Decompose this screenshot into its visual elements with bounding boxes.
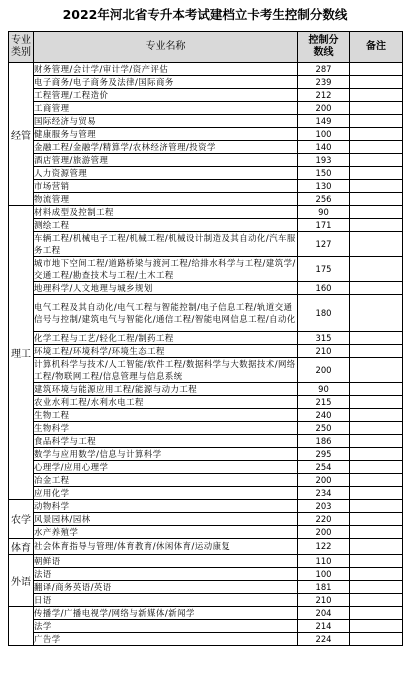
- score-cell: 220: [298, 512, 350, 525]
- table-row: [9, 619, 403, 632]
- table-row: [9, 219, 403, 232]
- score-cell: 210: [298, 344, 350, 357]
- major-cell: 冶金工程: [34, 473, 298, 486]
- score-cell: 200: [298, 525, 350, 538]
- major-cell: 朝鲜语: [34, 554, 298, 567]
- note-cell: [350, 619, 403, 632]
- score-cell: 256: [298, 193, 350, 206]
- score-cell: 181: [298, 580, 350, 593]
- score-cell: 100: [298, 128, 350, 141]
- table-row: [9, 180, 403, 193]
- table-row: [9, 232, 403, 257]
- category-cell: 体育: [9, 538, 34, 554]
- major-cell: 物流管理: [34, 193, 298, 206]
- major-cell: 材料成型及控制工程: [34, 206, 298, 219]
- note-cell: [350, 344, 403, 357]
- score-cell: 215: [298, 395, 350, 408]
- score-cell: 254: [298, 460, 350, 473]
- note-cell: [350, 180, 403, 193]
- header-category: 专业 类别: [9, 32, 34, 63]
- table-row: [9, 102, 403, 115]
- major-cell: 数学与应用数学/信息与计算科学: [34, 447, 298, 460]
- table-row: [9, 580, 403, 593]
- table-row: [9, 141, 403, 154]
- table-row: [9, 167, 403, 180]
- table-row: [9, 331, 403, 344]
- note-cell: [350, 486, 403, 499]
- table-row: [9, 257, 403, 282]
- table-row: [9, 567, 403, 580]
- note-cell: [350, 357, 403, 382]
- note-cell: [350, 567, 403, 580]
- table-row: [9, 193, 403, 206]
- major-cell: 法语: [34, 567, 298, 580]
- major-cell: 测绘工程: [34, 219, 298, 232]
- table-row: [9, 486, 403, 499]
- note-cell: [350, 473, 403, 486]
- major-cell: 水产养殖学: [34, 525, 298, 538]
- table-row: [9, 447, 403, 460]
- score-cell: 180: [298, 295, 350, 332]
- note-cell: [350, 115, 403, 128]
- major-cell: 酒店管理/旅游管理: [34, 154, 298, 167]
- score-cell: 100: [298, 567, 350, 580]
- note-cell: [350, 580, 403, 593]
- note-cell: [350, 606, 403, 619]
- table-row: [9, 63, 403, 76]
- table-row: [9, 408, 403, 421]
- score-cell: 239: [298, 76, 350, 89]
- category-cell: 经管: [9, 63, 34, 206]
- table-body: [9, 63, 403, 646]
- major-cell: 市场营销: [34, 180, 298, 193]
- table-row: [9, 115, 403, 128]
- major-cell: 社会体育指导与管理/体育教育/休闲体育/运动康复: [34, 538, 298, 554]
- note-cell: [350, 193, 403, 206]
- major-cell: 日语: [34, 593, 298, 606]
- major-cell: 健康服务与管理: [34, 128, 298, 141]
- table-row: [9, 295, 403, 332]
- major-cell: 国际经济与贸易: [34, 115, 298, 128]
- major-cell: 环境工程/环境科学/环境生态工程: [34, 344, 298, 357]
- category-cell: 理工: [9, 206, 34, 500]
- header-note: 备注: [350, 32, 403, 63]
- score-cell: 90: [298, 382, 350, 395]
- score-cell: 186: [298, 434, 350, 447]
- table-row: [9, 154, 403, 167]
- score-cell: 110: [298, 554, 350, 567]
- table-row: [9, 606, 403, 619]
- note-cell: [350, 206, 403, 219]
- major-cell: 电气工程及其自动化/电气工程与智能控制/电子信息工程/轨道交通信号与控制/建筑电气与智能化/通信工程/智能电网信息工程/自动化: [34, 295, 298, 332]
- note-cell: [350, 421, 403, 434]
- major-cell: 工程管理/工程造价: [34, 89, 298, 102]
- note-cell: [350, 632, 403, 645]
- note-cell: [350, 295, 403, 332]
- score-cell: 122: [298, 538, 350, 554]
- note-cell: [350, 525, 403, 538]
- table-row: [9, 434, 403, 447]
- table-row: [9, 128, 403, 141]
- note-cell: [350, 102, 403, 115]
- major-cell: 车辆工程/机械电子工程/机械工程/机械设计制造及其自动化/汽车服务工程: [34, 233, 296, 255]
- score-cell: 160: [298, 282, 350, 295]
- major-cell: 财务管理/会计学/审计学/资产评估: [34, 63, 298, 76]
- score-cell: 214: [298, 619, 350, 632]
- table-row: [9, 512, 403, 525]
- note-cell: [350, 219, 403, 232]
- note-cell: [350, 460, 403, 473]
- note-cell: [350, 331, 403, 344]
- note-cell: [350, 395, 403, 408]
- score-cell: 204: [298, 606, 350, 619]
- major-cell: 计算机科学与技术/人工智能/软件工程/数据科学与大数据技术/网络工程/物联网工程/信息管理与信息系统: [34, 358, 296, 381]
- major-cell: 化学工程与工艺/轻化工程/制药工程: [34, 331, 298, 344]
- note-cell: [350, 167, 403, 180]
- table-row: [9, 632, 403, 645]
- category-cell: [9, 606, 34, 645]
- major-cell: 生物科学: [34, 421, 298, 434]
- major-cell: 动物科学: [34, 499, 298, 512]
- major-cell: 翻译/商务英语/英语: [34, 580, 298, 593]
- major-cell: 传播学/广播电视学/网络与新媒体/新闻学: [34, 606, 298, 619]
- score-cell: 315: [298, 331, 350, 344]
- note-cell: [350, 447, 403, 460]
- score-cell: 287: [298, 63, 350, 76]
- table-row: [9, 206, 403, 219]
- note-cell: [350, 554, 403, 567]
- major-cell: 人力资源管理: [34, 167, 298, 180]
- score-cell: 150: [298, 167, 350, 180]
- major-cell: 心理学/应用心理学: [34, 460, 298, 473]
- major-cell: 城市地下空间工程/道路桥梁与渡河工程/给排水科学与工程/建筑学/交通工程/勘查技术与工程/土木工程: [34, 258, 296, 280]
- note-cell: [350, 232, 403, 257]
- major-cell: 地理科学/人文地理与城乡规划: [34, 282, 298, 295]
- note-cell: [350, 257, 403, 282]
- note-cell: [350, 141, 403, 154]
- major-cell: 金融工程/金融学/精算学/农林经济管理/投资学: [34, 141, 298, 154]
- score-cell: 200: [298, 473, 350, 486]
- score-cell: 200: [298, 357, 350, 382]
- category-cell: 外语: [9, 554, 34, 606]
- note-cell: [350, 538, 403, 554]
- table-row: [9, 76, 403, 89]
- major-cell: 广告学: [34, 632, 298, 645]
- score-cell: 250: [298, 421, 350, 434]
- note-cell: [350, 76, 403, 89]
- category-cell: 农学: [9, 499, 34, 538]
- note-cell: [350, 408, 403, 421]
- header-score: 控制分 数线: [298, 32, 350, 63]
- major-cell: 生物工程: [34, 408, 298, 421]
- note-cell: [350, 434, 403, 447]
- major-cell: 建筑环境与能源应用工程/能源与动力工程: [34, 382, 298, 395]
- major-cell: 风景园林/园林: [34, 512, 298, 525]
- major-cell: 法学: [34, 619, 298, 632]
- score-cell: 171: [298, 219, 350, 232]
- major-cell: 应用化学: [34, 486, 298, 499]
- score-cell: 210: [298, 593, 350, 606]
- score-cell: 130: [298, 180, 350, 193]
- major-cell: 食品科学与工程: [34, 434, 298, 447]
- score-cell: 295: [298, 447, 350, 460]
- score-cell: 212: [298, 89, 350, 102]
- score-cell: 203: [298, 499, 350, 512]
- note-cell: [350, 282, 403, 295]
- header-row: [9, 32, 403, 63]
- table-row: [9, 357, 403, 382]
- table-row: [9, 525, 403, 538]
- note-cell: [350, 63, 403, 76]
- major-cell: 农业水利工程/水利水电工程: [34, 395, 298, 408]
- table-row: [9, 395, 403, 408]
- table-row: [9, 554, 403, 567]
- header-major: 专业名称: [34, 32, 298, 63]
- note-cell: [350, 128, 403, 141]
- table-row: [9, 473, 403, 486]
- note-cell: [350, 593, 403, 606]
- score-cell: 193: [298, 154, 350, 167]
- score-cell: 224: [298, 632, 350, 645]
- score-cell: 127: [298, 232, 350, 257]
- table-row: [9, 282, 403, 295]
- note-cell: [350, 89, 403, 102]
- score-cell: 90: [298, 206, 350, 219]
- table-row: [9, 538, 403, 554]
- score-cell: 240: [298, 408, 350, 421]
- table-row: [9, 499, 403, 512]
- table-row: [9, 460, 403, 473]
- table-row: [9, 344, 403, 357]
- note-cell: [350, 512, 403, 525]
- score-cell: 140: [298, 141, 350, 154]
- table-row: [9, 382, 403, 395]
- note-cell: [350, 499, 403, 512]
- major-cell: 电子商务/电子商务及法律/国际商务: [34, 76, 298, 89]
- major-cell: 工商管理: [34, 102, 298, 115]
- table-row: [9, 593, 403, 606]
- score-table: [8, 31, 403, 646]
- note-cell: [350, 154, 403, 167]
- page-title: 2022年河北省专升本考试建档立卡考生控制分数线: [62, 7, 348, 22]
- table-row: [9, 89, 403, 102]
- score-cell: 149: [298, 115, 350, 128]
- score-cell: 234: [298, 486, 350, 499]
- note-cell: [350, 382, 403, 395]
- table-row: [9, 421, 403, 434]
- score-cell: 175: [298, 257, 350, 282]
- score-cell: 200: [298, 102, 350, 115]
